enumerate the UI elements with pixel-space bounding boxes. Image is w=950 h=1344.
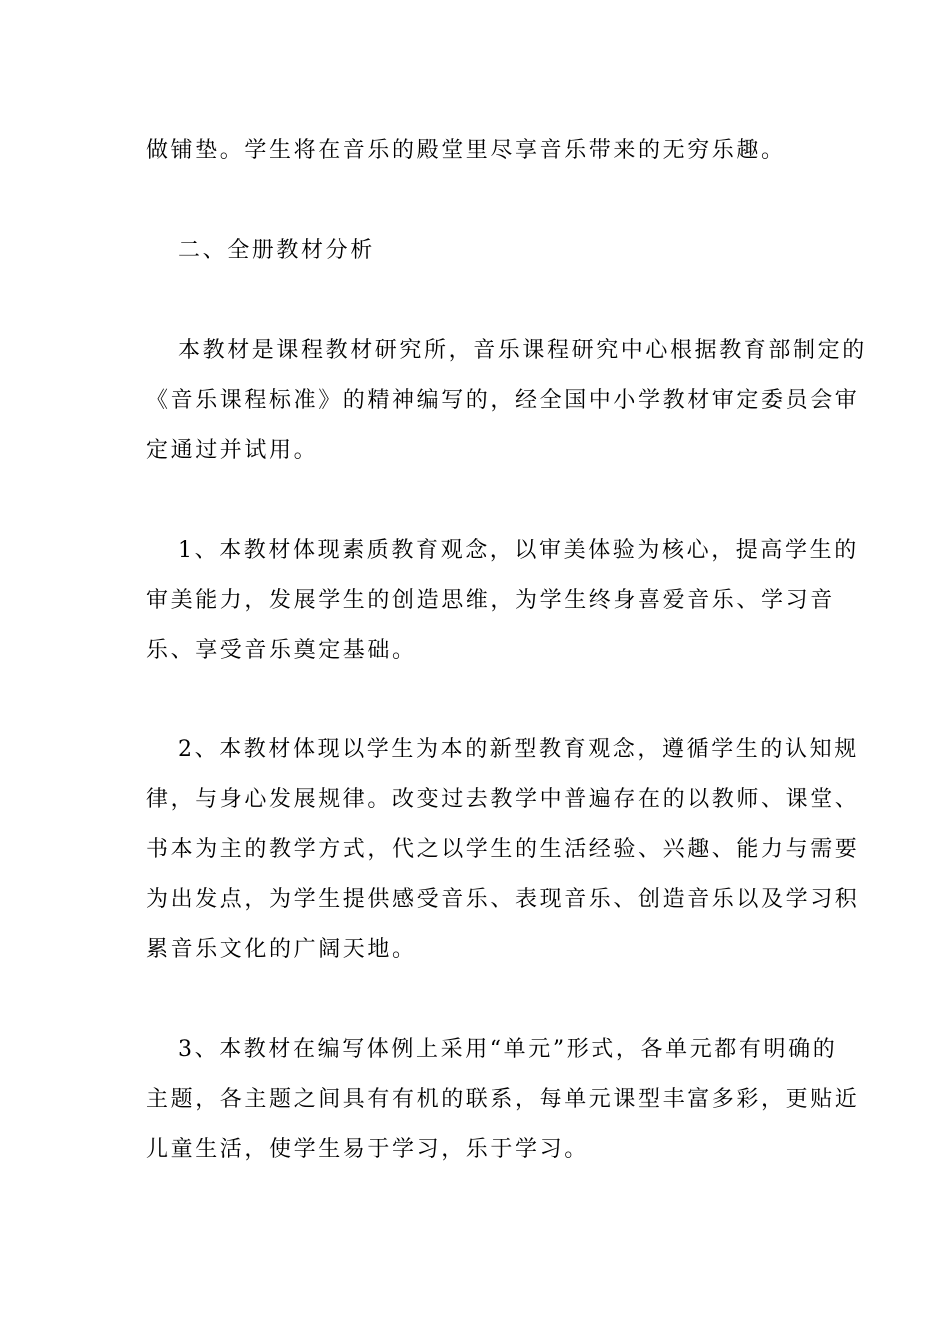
paragraph-3-line-1: 审美能力，发展学生的创造思维，为学生终身喜爱音乐、学习音: [146, 588, 835, 613]
paragraph-4-line-3: 为出发点，为学生提供感受音乐、表现音乐、创造音乐以及学习积: [146, 887, 860, 912]
paragraph-5-line-1: 主题，各主题之间具有有机的联系，每单元课型丰富多彩，更贴近: [146, 1087, 860, 1112]
paragraph-4-line-1: 律，与身心发展规律。改变过去教学中普遍存在的以教师、课堂、: [146, 787, 860, 812]
paragraph-2-line-0: 本教材是课程教材研究所，音乐课程研究中心根据教育部制定的: [178, 338, 867, 363]
paragraph-3-line-0: 1、本教材体现素质教育观念，以审美体验为核心，提高学生的: [178, 538, 859, 563]
paragraph-3-line-2: 乐、享受音乐奠定基础。: [146, 638, 417, 663]
paragraph-4-line-2: 书本为主的教学方式，代之以学生的生活经验、兴趣、能力与需要: [146, 837, 860, 862]
paragraph-2-line-1: 《音乐课程标准》的精神编写的，经全国中小学教材审定委员会审: [146, 388, 860, 413]
paragraph-5-line-0: 3、本教材在编写体例上采用“单元”形式，各单元都有明确的: [178, 1037, 838, 1062]
paragraph-4-line-0: 2、本教材体现以学生为本的新型教育观念，遵循学生的认知规: [178, 737, 859, 762]
paragraph-0-line-0: 做铺垫。学生将在音乐的殿堂里尽享音乐带来的无穷乐趣。: [146, 138, 786, 163]
paragraph-5-line-2: 儿童生活，使学生易于学习，乐于学习。: [146, 1137, 589, 1162]
paragraph-4-line-4: 累音乐文化的广阔天地。: [146, 937, 417, 962]
section-heading: 二、全册教材分析: [178, 238, 375, 263]
paragraph-2-line-2: 定通过并试用。: [146, 438, 319, 463]
